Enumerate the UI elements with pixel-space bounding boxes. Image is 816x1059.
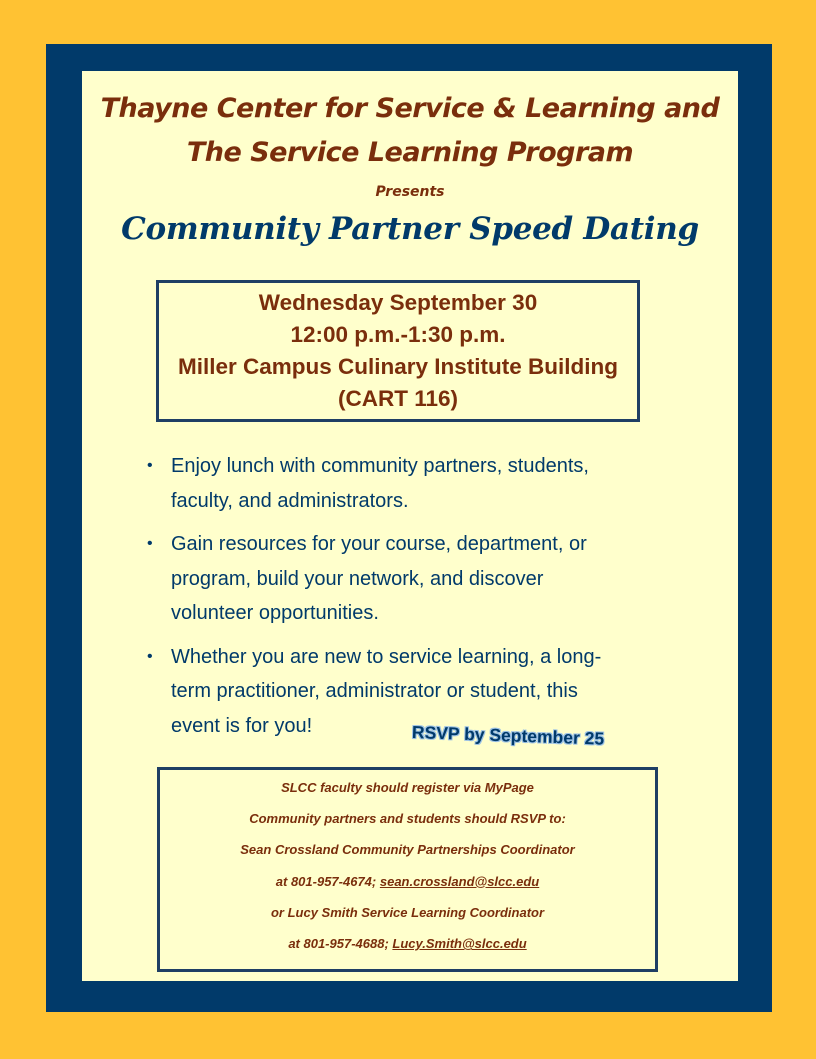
benefits-list (144, 449, 664, 752)
list-item (144, 527, 664, 631)
rsvp-deadline: RSVP by September 25 (411, 722, 605, 749)
bullet-icon: • (147, 647, 153, 665)
organizer-line-2: The Service Learning Program (186, 137, 634, 168)
organizer-line-1: Thayne Center for Service & Learning and (100, 93, 720, 124)
contact-line-lucy: or Lucy Smith Service Learning Coordinator (270, 904, 545, 920)
contact-line-sean-phone (160, 866, 655, 897)
contact-line-lucy-phone (160, 928, 655, 959)
event-details-box (156, 280, 640, 422)
bullet-icon: • (147, 457, 153, 474)
contact-line-partners: Community partners and students should RSVP to: (249, 811, 566, 827)
lucy-email-link[interactable]: Lucy.Smith@slcc.edu (392, 936, 527, 952)
bullet-line: term practitioner, administrator or student, this (171, 680, 578, 702)
event-room: (CART 116) (337, 386, 459, 411)
event-date: Wednesday September 30 (258, 290, 538, 315)
flyer-page (82, 71, 738, 981)
presents-label: Presents (375, 184, 445, 200)
contact-line-faculty: SLCC faculty should register via MyPage (281, 780, 534, 795)
contact-box (157, 767, 658, 972)
bullet-line: faculty, and administrators. (171, 489, 409, 512)
bullet-line: Whether you are new to service learning, a long- (171, 645, 602, 668)
bullet-line: program, build your network, and discover (171, 567, 544, 590)
event-time: 12:00 p.m.-1:30 p.m. (290, 322, 506, 347)
contact-line-sean: Sean Crossland Community Partnerships Coordinator (240, 842, 575, 858)
bullet-line: Gain resources for your course, department, or (171, 533, 587, 555)
list-item (144, 449, 664, 518)
sean-email-link[interactable]: sean.crossland@slcc.edu (379, 873, 540, 889)
event-location: Miller Campus Culinary Institute Building (177, 354, 619, 379)
bullet-icon: • (147, 535, 153, 552)
bullet-line: volunteer opportunities. (171, 602, 379, 624)
event-headline: Community Partner Speed Dating (121, 211, 699, 247)
lucy-phone: at 801-957-4688; (288, 936, 393, 952)
sean-phone: at 801-957-4674; (275, 873, 380, 889)
bullet-line: event is for you! (171, 714, 313, 737)
bullet-line: Enjoy lunch with community partners, students, (171, 455, 589, 477)
